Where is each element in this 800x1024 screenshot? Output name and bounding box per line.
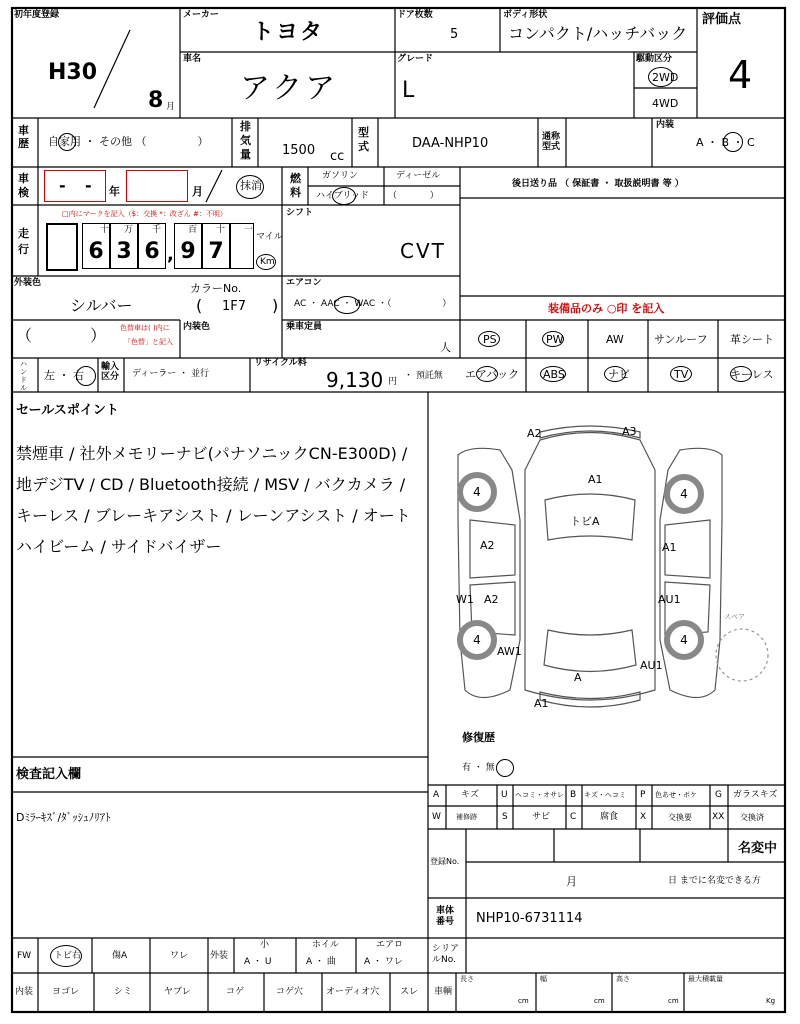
recycle-value: 9,130 <box>326 368 384 392</box>
handle-circle <box>76 366 96 386</box>
equip-tv-circle <box>670 366 692 382</box>
name-change: 名変中 <box>738 841 778 856</box>
damage-label: AU1 <box>640 659 663 672</box>
doors-value: 5 <box>450 27 459 42</box>
damage-label: A1 <box>662 541 677 554</box>
width-label: 幅 <box>540 975 547 983</box>
legend-code: S <box>502 812 508 822</box>
history-circle <box>58 133 76 151</box>
width-unit: cm <box>594 997 605 1005</box>
damage-label: A1 <box>534 697 549 710</box>
aircon-circle <box>334 296 360 314</box>
color-no-label: カラーNo. <box>190 282 242 295</box>
length-unit: cm <box>518 997 529 1005</box>
damage-label: A1 <box>588 473 603 486</box>
legend-code: U <box>501 790 508 800</box>
inspection-label: 車検 <box>18 172 29 199</box>
tire-icon: 4 <box>457 472 497 512</box>
interior-grades: A ・ B ・ C <box>696 136 755 149</box>
fuel-hybrid: ハイブリッド <box>316 191 370 201</box>
tire-icon: 4 <box>664 620 704 660</box>
fw-label: FW <box>17 951 32 961</box>
model-name-label: 車名 <box>183 54 202 64</box>
sales-title: セールスポイント <box>16 403 119 418</box>
legend-code: P <box>640 790 646 800</box>
damage-label: トビA <box>570 515 600 528</box>
car-diagram <box>458 426 722 710</box>
equip-navi: ナビ <box>608 368 630 381</box>
equip-sunroof: サンルーフ <box>654 333 708 346</box>
color-no-open: ( <box>196 296 203 315</box>
registration-month: 月 <box>566 875 577 888</box>
repair-value: 有 ・ 無 <box>462 763 495 773</box>
inspection-year-box[interactable]: - - <box>44 170 106 202</box>
drive-2wd: 2WD <box>652 71 679 84</box>
equip-pw-circle <box>542 331 564 347</box>
repair-label: 修復歴 <box>462 731 495 744</box>
aircon-label: エアコン <box>286 278 322 288</box>
damage-label: W1 <box>456 593 474 606</box>
mileage-label: 走行 <box>18 227 29 256</box>
odo-digit-1[interactable]: 6 <box>82 223 110 269</box>
interior-item: ヨゴレ <box>52 987 80 997</box>
damage-label: A <box>574 671 582 684</box>
exterior-aero-label: エアロ <box>376 940 404 950</box>
legend-desc: 交換要 <box>668 813 692 822</box>
legend-code: G <box>715 790 722 800</box>
drive-4wd: 4WD <box>652 97 679 110</box>
legend-desc: キズ・ヘコミ <box>584 791 626 799</box>
sales-line-4: ハイビーム / サイドバイザー <box>16 537 222 556</box>
tire-icon: 4 <box>664 474 704 514</box>
type-value: DAA-NHP10 <box>412 136 489 151</box>
exterior-color-value: シルバー <box>70 296 133 315</box>
shift-value: CVT <box>400 239 446 263</box>
equip-aw: AW <box>606 333 624 346</box>
shift-label: シフト <box>286 208 314 218</box>
maker-label: メーカー <box>183 10 219 20</box>
import-label: 輸入区分 <box>101 362 120 382</box>
exterior-small-label: 小 <box>260 940 270 950</box>
exterior-small-opts: A ・ U <box>244 957 272 967</box>
drive-selected-circle <box>648 67 674 87</box>
interior-color-label: 内装色 <box>183 322 211 332</box>
odo-unit-ju: 十 <box>100 225 110 235</box>
body-label: ボディ形状 <box>503 10 548 20</box>
exterior-aero-opts: A ・ ワレ <box>364 957 403 967</box>
damage-label: A2 <box>484 593 499 606</box>
odo-comma: , <box>167 244 174 265</box>
month-unit: 月 <box>166 102 176 112</box>
fuel-gasoline: ガソリン <box>322 171 359 181</box>
drive-label: 駆動区分 <box>636 54 673 64</box>
interior-grade-circle <box>723 132 743 152</box>
doors-label: ドア枚数 <box>397 10 433 20</box>
odo-unit-man: 万 <box>124 225 134 235</box>
sales-line-3: キーレス / ブレーキアシスト / レーンアシスト / オート <box>16 506 411 525</box>
tire-icon: 4 <box>457 620 497 660</box>
max-load-unit: Kg <box>766 997 776 1005</box>
legend-code: XX <box>712 812 725 822</box>
serial-label: シリアルNo. <box>432 944 460 965</box>
capacity-label: 乗車定員 <box>286 322 323 332</box>
height-label: 高さ <box>616 975 630 983</box>
legend-code: A <box>433 790 440 800</box>
handle-value: 左 ・ 右 <box>44 369 84 382</box>
first-reg-label: 初年度登録 <box>14 10 60 20</box>
interior-label: 内装 <box>656 120 675 130</box>
equip-abs-circle <box>540 366 566 382</box>
equip-airbag-circle <box>476 366 498 382</box>
damage-label: A2 <box>527 427 542 440</box>
red-note-2: 「色替」と記入 <box>124 338 173 346</box>
registration-deadline: 日 までに名変できる方 <box>668 876 761 886</box>
interior-item: スレ <box>400 987 419 997</box>
damage-label: A3 <box>622 425 637 438</box>
equipment-title: 装備品のみ ○印 を記入 <box>548 302 665 315</box>
legend-code: B <box>570 790 577 800</box>
inspection-title: 検査記入欄 <box>16 767 82 782</box>
odo-km-circle <box>256 254 276 270</box>
import-value: ディーラー ・ 並行 <box>132 369 210 379</box>
odo-unit-hyaku: 百 <box>188 225 198 235</box>
inspection-month-box[interactable] <box>126 170 188 202</box>
body-value: コンパクト/ハッチバック <box>508 24 688 43</box>
expired-circle <box>236 175 264 199</box>
legend-code: X <box>640 812 647 822</box>
equip-keyless: キーレス <box>730 368 774 381</box>
odo-unit-ichi: 一 <box>244 225 254 235</box>
recycle-deposit: ・ 預託無 <box>404 371 443 381</box>
odo-digit-2[interactable]: 3 <box>110 223 138 269</box>
accessories-title: 後日送り品 （ 保証書 ・ 取扱説明書 等 ） <box>512 179 684 189</box>
red-note-1: 色替車は( )内に <box>120 324 170 332</box>
maker-value: トヨタ <box>252 20 325 45</box>
legend-desc: ガラスキズ <box>733 790 778 800</box>
legend-desc: 腐食 <box>600 812 619 822</box>
fuel-hybrid-paren: （ ） <box>388 191 439 201</box>
exterior-color-label: 外装色 <box>14 278 42 288</box>
legend-desc: サビ <box>532 812 551 822</box>
legend-desc: キズ <box>461 790 479 800</box>
equip-navi-circle <box>604 366 626 382</box>
inspection-expired: 抹消 <box>240 179 262 192</box>
displacement-label: 排気量 <box>240 120 251 161</box>
grade-value: L <box>402 78 415 103</box>
model-name-value: アクア <box>240 71 339 106</box>
equip-ps: PS <box>483 333 497 346</box>
inspection-month-unit: 月 <box>192 185 203 198</box>
odo-unit-ju2: 十 <box>216 225 226 235</box>
sales-line-2: 地デジTV / CD / Bluetooth接続 / MSV / バクカメラ / <box>16 475 406 494</box>
interior-label-bottom: 内装 <box>15 987 34 997</box>
height-unit: cm <box>668 997 679 1005</box>
fw-item-circle <box>50 945 82 967</box>
recycle-yen: 円 <box>388 377 398 387</box>
fw-item: ワレ <box>170 951 189 961</box>
aircon-value: AC ・ AAC ・ WAC ・（ ） <box>294 299 452 309</box>
equip-leather: 革シート <box>730 333 774 346</box>
legend-code: W <box>432 812 441 822</box>
legend-desc: ヘコミ・オサレ <box>515 791 564 799</box>
length-label: 長さ <box>460 975 474 983</box>
equip-keyless-circle <box>730 366 752 382</box>
odo-km: Km <box>260 257 275 267</box>
score-value: 4 <box>728 53 753 97</box>
displacement-unit: cc <box>330 149 345 164</box>
exterior-wheel-opts: A ・ 曲 <box>306 957 336 967</box>
registration-label: 登録No. <box>430 857 460 866</box>
history-value: 自家用 ・ その他 （ ） <box>48 135 209 148</box>
grade-label: グレード <box>397 54 434 64</box>
sales-line-1: 禁煙車 / 社外メモリーナビ(パナソニックCN-E300D) / <box>16 444 408 463</box>
fw-item: トビ右 <box>54 951 82 961</box>
damage-label: AU1 <box>658 593 681 606</box>
interior-item: オーディオ穴 <box>326 987 380 997</box>
spare-label: スペア <box>724 613 745 621</box>
equip-ps-circle <box>478 331 500 347</box>
legend-desc: 補修跡 <box>456 813 477 821</box>
max-load-label: 最大積載量 <box>688 975 723 983</box>
color-change-paren: （ ） <box>16 326 107 345</box>
odo-digit-0[interactable] <box>46 223 78 271</box>
interior-item: コゲ <box>226 987 245 997</box>
displacement-value: 1500 <box>282 143 316 158</box>
interior-item: シミ <box>114 987 133 997</box>
inspection-note: Dﾐﾗｰｷｽﾞ/ﾀﾞｯｼｭﾉﾘｱﾄ <box>16 811 111 824</box>
chassis-value: NHP10-6731114 <box>476 911 583 926</box>
odo-digit-3[interactable]: 6 <box>138 223 166 269</box>
recycle-label: リサイクル料 <box>254 358 307 368</box>
capacity-unit: 人 <box>440 341 451 354</box>
odo-digit-4[interactable]: 9 <box>174 223 202 269</box>
mileage-note: □内にマークを記入（$：交換 *：改ざん #：不明） <box>62 210 227 218</box>
chassis-label: 車体番号 <box>436 906 455 927</box>
fw-item: 傷A <box>112 951 128 961</box>
odo-unit-sen: 千 <box>152 225 162 235</box>
legend-code: C <box>570 812 577 822</box>
exterior-label: 外装 <box>210 951 229 961</box>
equip-airbag: エアバック <box>465 368 520 381</box>
equip-abs: ABS <box>543 368 565 381</box>
first-reg-month: 8 <box>148 88 164 113</box>
history-label: 車歴 <box>18 124 29 150</box>
damage-label: A2 <box>480 539 495 552</box>
fuel-diesel: ディーゼル <box>396 171 441 181</box>
equip-tv: TV <box>674 368 689 381</box>
inspection-year-unit: 年 <box>109 185 120 198</box>
legend-desc: 交換済 <box>740 813 764 822</box>
exterior-wheel-label: ホイル <box>312 940 340 950</box>
first-reg-year: H30 <box>48 60 98 85</box>
type-label: 型式 <box>358 126 369 153</box>
color-no-value: 1F7 <box>222 299 247 314</box>
common-type-label: 通称型式 <box>542 132 561 152</box>
fuel-label: 燃料 <box>290 172 301 199</box>
score-label: 評価点 <box>702 12 742 27</box>
damage-label: AW1 <box>497 645 522 658</box>
interior-item: コゲ穴 <box>276 987 304 997</box>
legend-desc: 色あせ・ボケ <box>655 791 697 799</box>
handle-label: ハンドル <box>20 360 27 392</box>
inspection-slash <box>200 168 230 204</box>
interior-item: ヤブレ <box>164 987 191 997</box>
repair-circle <box>496 759 514 777</box>
vehicle-dims-label: 車輌 <box>434 987 453 997</box>
equip-pw: PW <box>546 333 564 346</box>
color-no-close: ) <box>272 296 279 315</box>
odo-digit-5[interactable]: 7 <box>202 223 230 269</box>
odo-mile: マイル <box>256 232 283 242</box>
fuel-hybrid-circle <box>332 187 356 205</box>
